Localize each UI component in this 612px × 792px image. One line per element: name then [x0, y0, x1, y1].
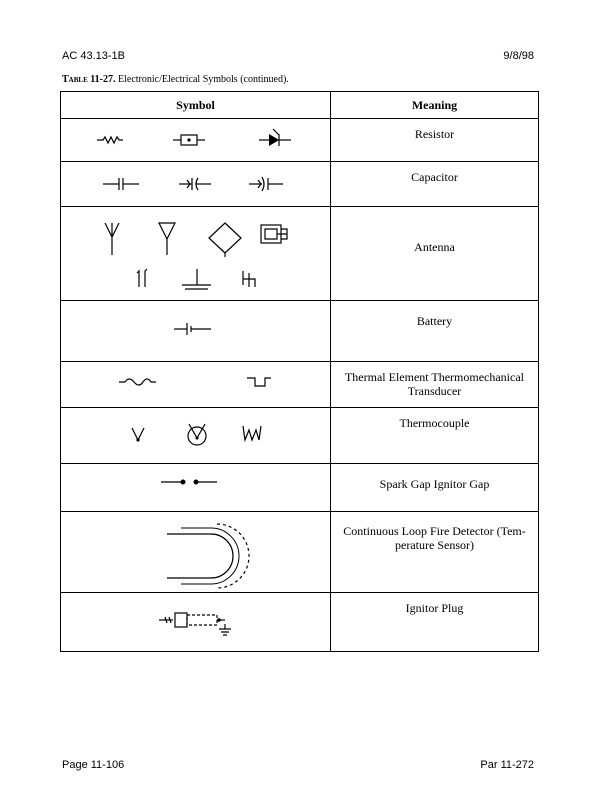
ignitor-plug-symbol-icon [61, 593, 331, 652]
table-header-row [61, 92, 539, 119]
loop-detector-symbol-icon [61, 512, 331, 593]
table-row [61, 464, 539, 512]
table-row [61, 362, 539, 408]
table-row [61, 207, 539, 301]
antenna-symbols-icon [61, 207, 331, 301]
thermocouple-symbols-icon [61, 408, 331, 464]
table-row [61, 512, 539, 593]
meaning-cell: Thermocouple [331, 408, 539, 464]
thermal-element-symbols-icon [61, 362, 331, 408]
table-row [61, 408, 539, 464]
meaning-cell: Battery [331, 301, 539, 362]
capacitor-symbols-icon [61, 162, 331, 207]
table-row [61, 301, 539, 362]
column-header-meaning: Meaning [331, 92, 539, 119]
spark-gap-symbol-icon [61, 464, 331, 512]
meaning-cell: Resistor [331, 119, 539, 162]
table-row [61, 593, 539, 652]
meaning-cell: Continuous Loop Fire Detector (Tem- perature Sensor) [331, 512, 539, 593]
meaning-cell: Capacitor [331, 162, 539, 207]
meaning-cell: Antenna [331, 207, 539, 301]
header-date: 9/8/98 [503, 50, 534, 62]
footer-page-number: Page 11-106 [62, 759, 125, 771]
battery-symbol-icon [61, 301, 331, 362]
resistor-symbols-icon [61, 119, 331, 162]
table-row [61, 119, 539, 162]
table-caption [62, 74, 289, 85]
symbols-table [60, 91, 539, 652]
column-header-symbol: Symbol [61, 92, 331, 119]
meaning-cell: Thermal Element Thermomechanical Transducer [331, 362, 539, 408]
meaning-cell: Ignitor Plug [331, 593, 539, 652]
header-doc-id: AC 43.13-1B [62, 50, 125, 62]
meaning-cell: Spark Gap Ignitor Gap [331, 464, 539, 512]
table-row [61, 162, 539, 207]
table-caption-label: Table 11-27. [62, 74, 116, 85]
footer-paragraph: Par 11-272 [480, 759, 534, 771]
table-caption-text: Electronic/Electrical Symbols (continued). [118, 74, 289, 85]
